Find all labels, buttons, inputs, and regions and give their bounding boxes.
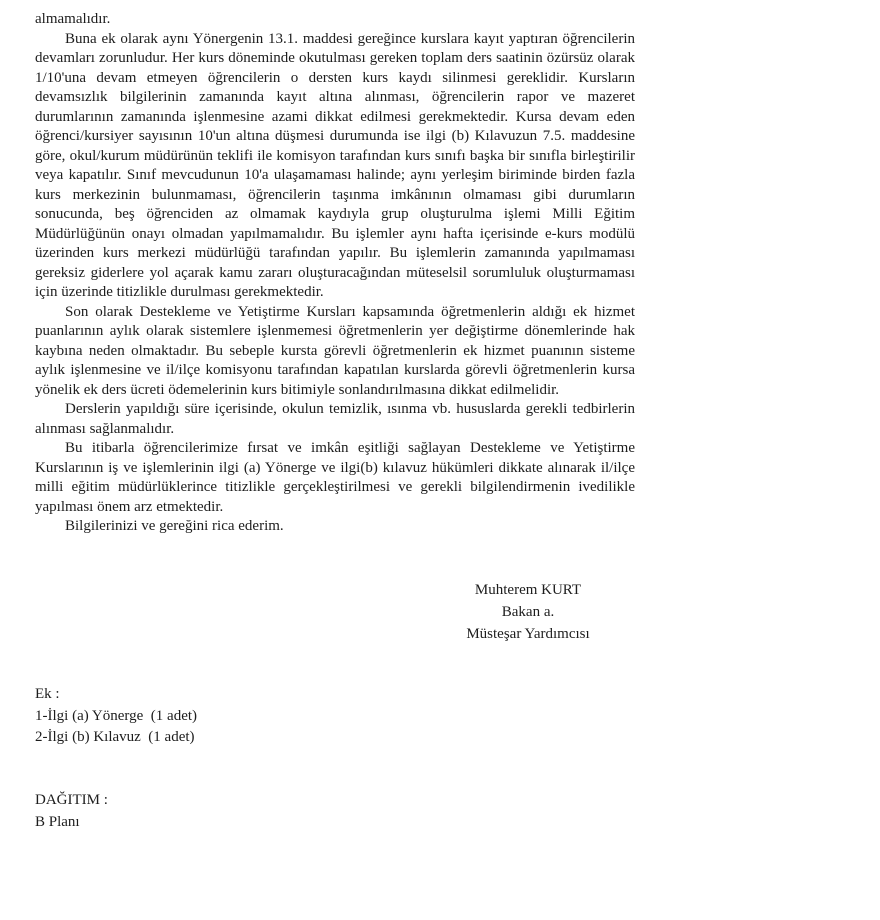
closing-line: Bilgilerinizi ve gereğini rica ederim. (65, 518, 284, 534)
paragraph-continuation: almamalıdır. (35, 11, 111, 27)
signatory-name: Muhterem KURT (474, 582, 582, 598)
signatory-title-line2: Müsteşar Yardımcısı (466, 626, 590, 642)
distribution-item: B Planı (35, 813, 80, 830)
attachment-item: 1-İlgi (a) Yönerge (1 adet) (35, 707, 198, 724)
letter-body (35, 10, 635, 537)
attachments-block (35, 684, 197, 749)
signature-block (408, 579, 648, 645)
distribution-label: DAĞITIM : (35, 792, 108, 808)
paragraph-teacher-points: Son olarak Destekleme ve Yetiştirme Kursları kapsamında öğretmenlerin aldığı ek hizmet puanlarının aylık olarak sistemlere işlenmemesi öğretmenlerin yer değiştirme dönemlerinde hak kaybına neden olmaktadır. Bu sebeple kursta görevli öğretmenlerin ek hizmet puanının sisteme aylık işlenmesine ve il/ilçe komisyonu tarafından kapatılan kurslarda görevli öğretmenlerin kursa yönelik ek ders ücreti ödemelerinin kurs bitimiyle sonlandırılmasına dikkat edilmelidir. (35, 303, 635, 398)
paragraph-attendance-rules: Buna ek olarak aynı Yönergenin 13.1. maddesi gereğince kurslara kayıt yaptıran öğrencilerin devamları zorunludur. Her kurs döneminde okutulması gereken toplam ders saatinin özürsüz olarak 1/10'una devam etmeyen öğrencilerin o dersten kurs kaydı silinmesi gereklidir. Kursların devamsızlık bilgilerinin zamanında kayıt altına alınması, öğrencilerin rapor ve mazeret durumlarının zamanında işlenmesine azami dikkat edilmesi gerekmektedir. Kursa devam eden öğrenci/kursiyer sayısının 10'un altına düşmesi durumunda ise ilgi (b) Kılavuzun 7.5. maddesine göre, okul/kurum müdürünün teklifi ile komisyon tarafından kurs sınıfı başka bir sınıfla birleştirilir veya kapatılır. Sınıf mevcudunun 10'a ulaşamaması halinde; aynı yerleşim biriminde birden fazla kurs merkezinin bulunmaması, öğrencilerin taşınma imkânının olmaması gibi durumların sonucunda, beş öğrenciden az olmamak kaydıyla grup oluşturulma işlemi Milli Eğitim Müdürlüğünün onayı olmadan yapılmamalıdır. Bu işlemler aynı hafta içerisinde e-kurs modülü üzerinden kurs merkezi müdürlüğü tarafından yapılır. Bu işlemlerin zamanında yapılmaması gereksiz giderlere yol açarak kamu zararı oluşturacağından müteselsil sorumluluk oluşturmaması için üzerinde titizlikle durulması gerekmektedir. (35, 30, 635, 300)
attachments-label: Ek : (35, 686, 60, 702)
attachment-item: 2-İlgi (b) Kılavuz (1 adet) (35, 729, 195, 745)
signatory-title-line1: Bakan a. (501, 604, 555, 620)
distribution-block (35, 790, 108, 833)
paragraph-school-measures: Derslerin yapıldığı süre içerisinde, okulun temizlik, ısınma vb. hususlarda gerekli tedbirlerin alınması sağlanmalıdır. (35, 401, 635, 437)
paragraph-final-instruction: Bu itibarla öğrencilerimize fırsat ve imkân eşitliği sağlayan Destekleme ve Yetiştirme Kurslarının iş ve işlemlerinin ilgi (a) Yönerge ve ilgi(b) kılavuz hükümleri dikkate alınarak il/ilçe milli eğitim müdürlüklerince titizlikle gerçekleştirilmesi ve gerekli bilgilendirmenin ivedilikle yapılması önem arz etmektedir. (35, 440, 635, 515)
